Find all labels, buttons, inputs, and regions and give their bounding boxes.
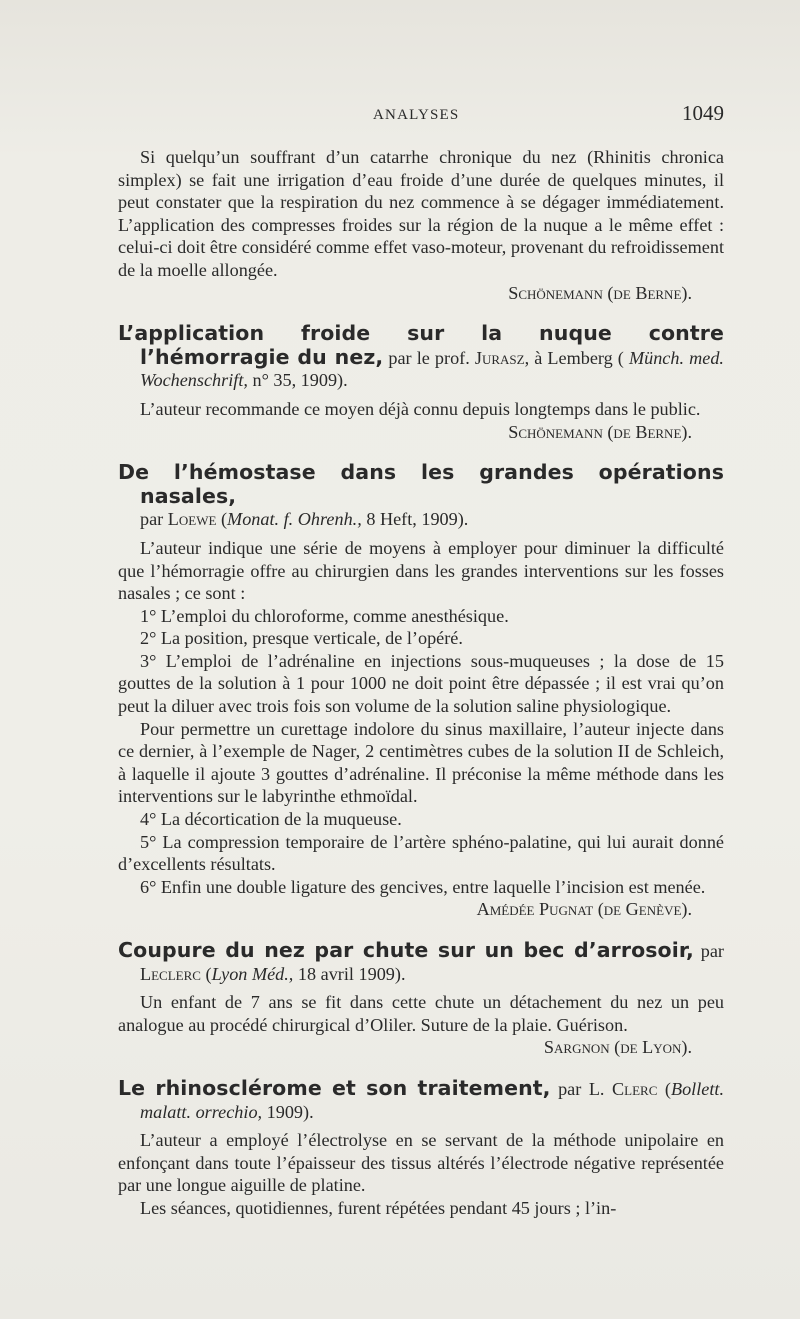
paragraph: L’auteur indique une série de moyens à employer pour diminuer la difficulté que l’hémorragie offre au chirurgien dans les grandes interventions sur les fosses nasales ; ce sont : — [118, 537, 724, 604]
signature-line — [118, 898, 724, 921]
page-number: 1049 — [682, 101, 724, 125]
journal-name: Bollett. malatt. orrechio, — [140, 1078, 724, 1122]
journal-ref: 18 avril 1909). — [293, 963, 406, 984]
list-item: 5° La compression temporaire de l’artère sphéno-palatine, qui lui aurait donné d’excellents résultats. — [118, 831, 724, 875]
byline-prefix: par — [140, 509, 168, 530]
list-item: 1° L’emploi du chloroforme, comme anesthésique. — [140, 605, 509, 626]
journal-open: ( — [216, 509, 228, 530]
paragraph: Si quelqu’un souffrant d’un catarrhe chronique du nez (Rhinitis chronica simplex) se fait une irrigation d’eau froide d’une durée de quelques minutes, il peut constater que la respiration du nez commence à se dégager immédiatement. L’application des compresses froides sur la région de la nuque a le même effet : celui-ci doit être considéré comme effet vaso-moteur, provenant du refroidissement de la moelle allongée. — [118, 147, 724, 280]
signature-line — [118, 421, 724, 444]
article-title: L’application froide sur la nuque contre l’hémorragie du nez, — [118, 321, 724, 369]
article-heading — [118, 939, 724, 985]
author-place: , à Lemberg ( — [524, 347, 629, 368]
signature-line — [118, 282, 724, 305]
paragraph: Pour permettre un curettage indolore du sinus maxillaire, l’auteur injecte dans ce dernier, à l’exemple de Nager, 2 centimètres cubes de la solution II de Schleich, à laquelle il ajoute 3 gouttes d’adrénaline. Il préconise la même méthode dans les interventions sur le labyrinthe ethmoïdal. — [118, 718, 724, 807]
paragraph: L’auteur recommande ce moyen déjà connu depuis longtemps dans le public. — [140, 398, 701, 419]
author-name: Loewe — [167, 509, 217, 530]
journal-ref: 1909). — [262, 1101, 314, 1122]
journal-open: ( — [657, 1078, 671, 1099]
list-item: 2° La position, presque verticale, de l’opéré. — [140, 628, 463, 649]
article-title: De l’hémostase dans les grandes opérations nasales, — [118, 460, 724, 508]
article-heading — [118, 461, 724, 531]
paragraph: L’auteur a employé l’électrolyse en se servant de la méthode unipolaire en enfonçant dans toute l’épaisseur des tissus altérés l’électrode négative représentée par une longue aiguille de platine. — [118, 1130, 724, 1196]
list-item: 4° La décortication de la muqueuse. — [140, 809, 402, 830]
article-heading — [118, 1077, 724, 1123]
paragraph: Un enfant de 7 ans se fit dans cette chute un détachement du nez un peu analogue au procédé chirurgical d’Oliler. Suture de la plaie. Guérison. — [118, 992, 724, 1035]
author-name: Leclerc — [140, 963, 201, 984]
author-name: Jurasz — [474, 347, 525, 368]
journal-name: Münch. med. Wochenschrift, — [140, 347, 724, 391]
author-name: Clerc — [612, 1078, 658, 1099]
author-signature: Schönemann (de Berne). — [508, 282, 692, 303]
article-title: Coupure du nez par chute sur un bec d’arrosoir, — [118, 938, 694, 962]
journal-name: Lyon Méd., — [211, 963, 294, 984]
article-heading — [118, 322, 724, 392]
page-header — [118, 101, 724, 130]
journal-name: Monat. f. Ohrenh., — [227, 509, 362, 530]
signature-line — [118, 1036, 724, 1059]
paragraph: Les séances, quotidiennes, furent répétées pendant 45 jours ; l’in- — [140, 1197, 617, 1218]
list-item — [118, 876, 724, 899]
author-signature: Amédée Pugnat (de Genève). — [476, 899, 692, 920]
author-signature: Sargnon (de Lyon). — [543, 1037, 692, 1058]
journal-open: ( — [200, 963, 212, 984]
list-item: 3° L’emploi de l’adrénaline en injections sous-muqueuses ; la dose de 15 gouttes de la solution à 1 pour 1000 ne doit point être dépassée ; il est vrai qu’on peut la diluer avec trois fois son volume de la solution saline physiologique. — [118, 650, 724, 717]
article-title: Le rhinosclérome et son traitement, — [118, 1075, 551, 1100]
byline-prefix: par L. — [550, 1078, 613, 1099]
journal-ref: n° 35, 1909). — [247, 370, 348, 391]
running-title: ANALYSES — [373, 107, 460, 123]
byline-prefix: par — [693, 941, 724, 961]
author-signature: Schönemann (de Berne). — [508, 421, 692, 442]
byline-prefix: par le prof. — [383, 347, 475, 368]
journal-ref: 8 Heft, 1909). — [361, 509, 469, 530]
page-content — [118, 146, 724, 1220]
list-item-text: 6° Enfin une double ligature des gencives, entre laquelle l’incision est menée. — [140, 876, 706, 897]
